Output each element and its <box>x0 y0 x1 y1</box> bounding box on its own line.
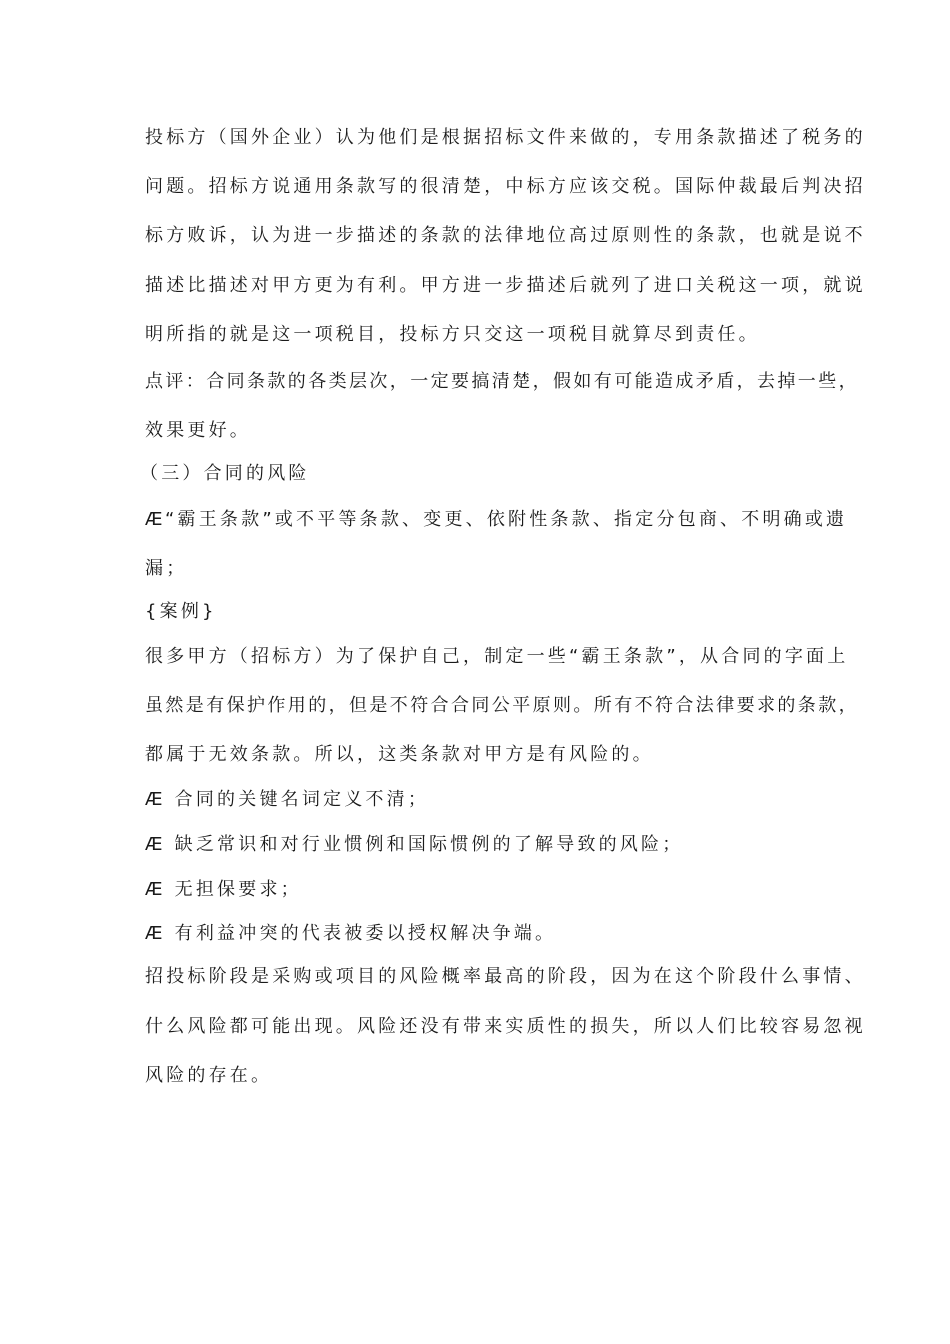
risk-bullet-line: Æ“霸王条款”或不平等条款、变更、依附性条款、指定分包商、不明确或遗 <box>145 509 848 530</box>
section-heading: （三）合同的风险 <box>140 463 310 484</box>
case-label: {案例} <box>145 601 217 622</box>
paragraph-line: 明所指的就是这一项税目，投标方只交这一项税目就算尽到责任。 <box>145 324 760 345</box>
case-line: 很多甲方（招标方）为了保护自己，制定一些“霸王条款”，从合同的字面上 <box>145 646 849 667</box>
paragraph-line: 投标方（国外企业）认为他们是根据招标文件来做的，专用条款描述了税务的 <box>145 127 866 148</box>
comment-line: 点评：合同条款的各类层次，一定要搞清楚，假如有可能造成矛盾，去掉一些， <box>145 371 859 392</box>
case-line: 虽然是有保护作用的，但是不符合合同公平原则。所有不符合法律要求的条款， <box>145 695 859 716</box>
risk-list-item: Æ 无担保要求； <box>145 879 302 900</box>
closing-line: 什么风险都可能出现。风险还没有带来实质性的损失，所以人们比较容易忽视 <box>145 1016 866 1037</box>
risk-list-item: Æ 有利益冲突的代表被委以授权解决争端。 <box>145 923 557 944</box>
closing-line: 招投标阶段是采购或项目的风险概率最高的阶段，因为在这个阶段什么事情、 <box>145 966 866 987</box>
risk-bullet-line: 漏； <box>145 558 188 579</box>
risk-list-item: Æ 合同的关键名词定义不清； <box>145 789 430 810</box>
paragraph-line: 问题。招标方说通用条款写的很清楚，中标方应该交税。国际仲裁最后判决招 <box>145 176 866 197</box>
risk-list-item: Æ 缺乏常识和对行业惯例和国际惯例的了解导致的风险； <box>145 834 684 855</box>
paragraph-line: 描述比描述对甲方更为有利。甲方进一步描述后就列了进口关税这一项，就说 <box>145 275 866 296</box>
comment-line: 效果更好。 <box>145 420 251 441</box>
closing-line: 风险的存在。 <box>145 1065 273 1086</box>
case-line: 都属于无效条款。所以，这类条款对甲方是有风险的。 <box>145 744 654 765</box>
paragraph-line: 标方败诉，认为进一步描述的条款的法律地位高过原则性的条款，也就是说不 <box>145 225 866 246</box>
